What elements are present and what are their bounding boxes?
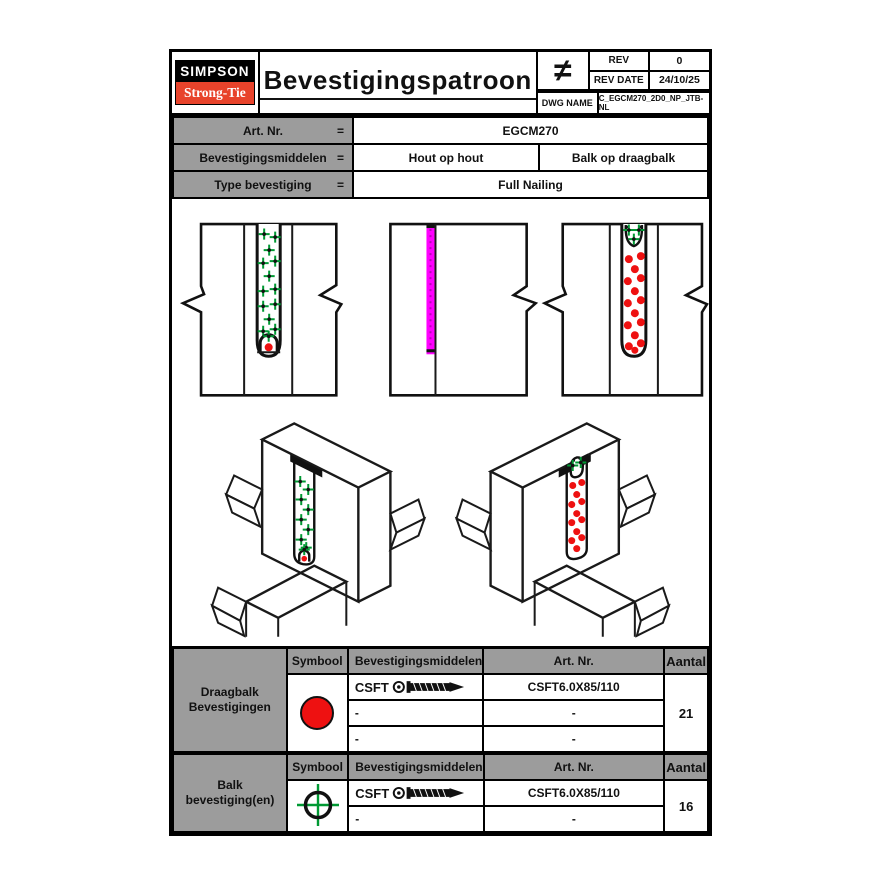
table-row [173,144,708,171]
aantal-value: 16 [664,780,708,832]
artnr-cell: - [484,806,665,832]
equals-sign: = [336,123,344,138]
middel-cell: - [348,806,483,832]
screw-icon [392,679,468,695]
middel-cell [348,674,483,700]
artnr-cell: CSFT6.0X85/110 [484,780,665,806]
fastener-name: CSFT [355,785,390,801]
col-header-artnr: Art. Nr. [483,648,664,674]
artnr-cell: - [483,726,664,752]
col-header-middelen: Bevestigingsmiddelen [348,754,483,780]
col-header-symbool: Symbool [287,754,348,780]
type-value: Full Nailing [353,171,708,198]
title-block [172,52,709,116]
simpson-strongtie-logo [172,52,260,113]
middel-cell: - [348,700,483,726]
dwg-name-label: DWG NAME [538,93,599,113]
sheet-title-cell [260,52,538,113]
logo-simpson: SIMPSON [176,61,254,82]
red-circle-symbol [300,696,334,730]
group-label-balk: Balk bevestiging(en) [173,754,287,832]
logo-strongtie: Strong-Tie [176,82,254,104]
equals-sign: = [336,150,344,165]
col-header-aantal: Aantal [664,648,708,674]
screw-icon [392,785,468,801]
middelen-value-1: Hout op hout [353,144,539,171]
isometric-view-back [457,423,669,636]
fastening-pattern-drawings [172,199,709,647]
aantal-value: 21 [664,674,708,752]
type-label-cell [173,171,353,198]
rev-date-value: 24/10/25 [658,74,700,87]
rev-value: 0 [676,54,683,67]
middel-cell [348,780,483,806]
table-row [173,117,708,144]
middelen-value-2: Balk op draagbalk [539,144,708,171]
artnr-cell: - [483,700,664,726]
drawing-sheet [169,49,712,836]
middel-cell: - [348,726,483,752]
rev-label: REV [590,52,650,70]
group-label-draagbalk: Draagbalk Bevestigingen [173,648,287,752]
col-header-artnr: Art. Nr. [484,754,665,780]
art-nr-value: EGCM270 [353,117,708,144]
dwg-name-value: C_EGCM270_2D0_NP_JTB-NL [598,94,704,112]
fastener-name: CSFT [354,679,389,695]
table-row [173,171,708,198]
revision-block [538,52,709,113]
draagbalk-fastener-table [172,647,709,753]
drawing-area [172,199,709,647]
equals-sign: = [336,177,344,192]
balk-symbol-cell [287,780,348,832]
middelen-label: Bevestigingsmiddelen [199,150,327,165]
col-header-middelen: Bevestigingsmiddelen [348,648,483,674]
side-view-2d [390,224,535,395]
crosshair-symbol [295,782,341,828]
type-label: Type bevestiging [214,177,312,192]
art-nr-label: Art. Nr. [242,123,283,138]
middelen-label-cell [173,144,353,171]
not-to-scale-icon: ≠ [538,52,590,89]
table-header-row [173,648,708,674]
page-title: Bevestigingspatroon [260,65,536,100]
draagbalk-symbol-cell [287,674,348,752]
isometric-view-front [212,423,424,636]
col-header-symbool: Symbool [287,648,348,674]
front-view-2d [183,224,341,395]
art-nr-label-cell [173,117,353,144]
balk-fastener-table [172,753,709,833]
artnr-cell: CSFT6.0X85/110 [483,674,664,700]
table-header-row [173,754,708,780]
col-header-aantal: Aantal [664,754,708,780]
rev-date-label: REV DATE [590,72,650,90]
article-info-table [172,116,709,199]
back-view-2d [545,224,707,395]
